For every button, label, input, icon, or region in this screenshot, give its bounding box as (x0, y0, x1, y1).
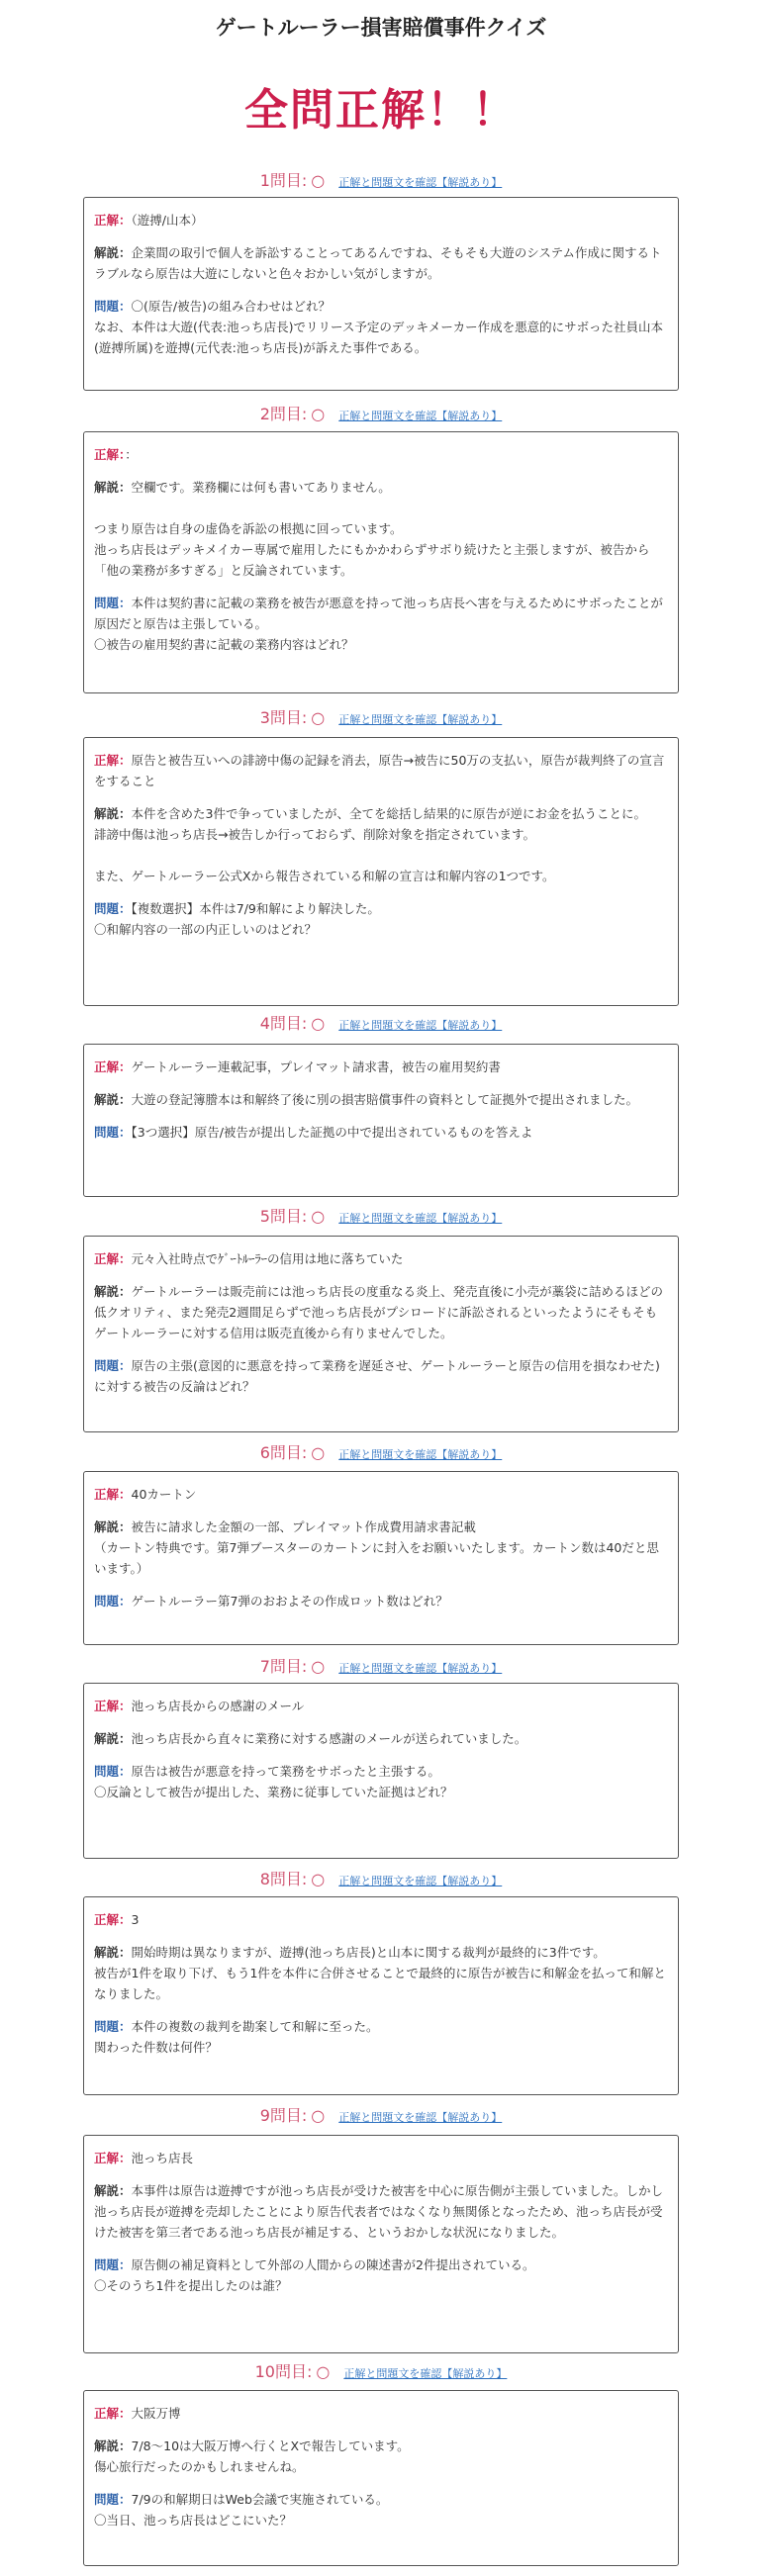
review-link[interactable]: 正解と問題文を確認【解説あり】 (338, 410, 503, 422)
review-link[interactable]: 正解と問題文を確認【解説あり】 (338, 1662, 503, 1675)
question-row (94, 1761, 668, 1802)
question-label: 問題： (94, 901, 132, 916)
review-link[interactable]: 正解と問題文を確認【解説あり】 (338, 2111, 503, 2124)
correct-mark-icon: ○ (311, 1014, 326, 1033)
explanation-text: 空欄です。業務欄には何も書いてありません。 つまり原告は自身の虚偽を訴訟の根拠に回っています。 池っち店長はデッキメイカー専属で雇用したにもかかわらずサボり続けたと主張しますが、被告から「他の業務が多すぎる」と反論されています。 (94, 480, 650, 578)
explanation-row (94, 1728, 668, 1749)
answer-label: 正解： (94, 1059, 132, 1074)
question-text: 【複数選択】本件は7/9和解により解決した。 〇和解内容の一部の内正しいのはどれ？ (94, 901, 380, 937)
review-link[interactable]: 正解と問題文を確認【解説あり】 (338, 176, 503, 189)
question-card-3 (83, 737, 679, 1006)
explanation-label: 解説： (94, 806, 132, 821)
explanation-label: 解説： (94, 1945, 132, 1960)
review-link[interactable]: 正解と問題文を確認【解説あり】 (338, 713, 503, 726)
answer-row (94, 2148, 668, 2168)
correct-mark-icon: ○ (311, 405, 326, 423)
question-number: 8問目: (259, 1870, 308, 1888)
question-label: 問題： (94, 1125, 132, 1140)
explanation-text: 大遊の登記簿謄本は和解終了後に別の損害賠償事件の資料として証拠外で提出されました。 (131, 1092, 639, 1107)
question-number: 7問目: (259, 1657, 308, 1676)
question-row (94, 2016, 668, 2058)
explanation-row (94, 803, 668, 886)
explanation-label: 解説： (94, 1731, 132, 1746)
question-label: 問題： (94, 1358, 132, 1373)
answer-row (94, 1484, 668, 1505)
answer-label: 正解： (94, 1699, 132, 1713)
correct-mark-icon: ○ (311, 1657, 326, 1676)
explanation-label: 解説： (94, 1519, 132, 1534)
review-link[interactable]: 正解と問題文を確認【解説あり】 (338, 1212, 503, 1225)
correct-mark-icon: ○ (311, 1870, 326, 1888)
question-row (94, 1122, 668, 1143)
explanation-row (94, 1517, 668, 1579)
answer-row (94, 2403, 668, 2424)
question-label: 問題： (94, 1594, 132, 1609)
question-label: 問題： (94, 1764, 132, 1779)
answer-row (94, 750, 668, 791)
question-label: 問題： (94, 299, 132, 314)
question-card-6 (83, 1471, 679, 1645)
correct-mark-icon: ○ (311, 1443, 326, 1462)
explanation-row (94, 1942, 668, 2004)
question-label: 問題： (94, 2492, 132, 2507)
question-header-4 (0, 1011, 762, 1034)
answer-label: 正解： (94, 753, 132, 768)
question-number: 9問目: (259, 2106, 308, 2125)
answer-text: 原告と被告互いへの誹謗中傷の記録を消去，原告→被告に50万の支払い，原告が裁判終了の宣言をすること (94, 753, 665, 788)
question-text: 〇(原告/被告)の組み合わせはどれ？ なお、本件は大遊(代表:池っち店長)でリリース予定のデッキメーカー作成を悪意的にサボった社員山本(遊搏所属)を遊搏(元代表:池っち店長)が訴えた事件である。 (94, 299, 663, 355)
page-title: ゲートルーラー損害賠償事件クイズ (215, 16, 547, 40)
correct-mark-icon: ○ (311, 708, 326, 727)
review-link[interactable]: 正解と問題文を確認【解説あり】 (338, 1875, 503, 1887)
question-number: 3問目: (259, 708, 308, 727)
question-row (94, 2254, 668, 2296)
question-header-3 (0, 705, 762, 728)
question-number: 10問目: (254, 2362, 313, 2381)
answer-label: 正解： (94, 1912, 132, 1927)
result-banner: 全問正解！！ (244, 85, 518, 136)
explanation-text: ゲートルーラーは販売前には池っち店長の度重なる炎上、発売直後に小売が藁袋に詰めるほどの低クオリティ、また発売2週間足らずで池っち店長がプシロードに訴訟されるといったようにそもそもゲートルーラーに対する信用は販売直後から有りませんでした。 (94, 1284, 664, 1340)
review-link[interactable]: 正解と問題文を確認【解説あり】 (343, 2367, 508, 2380)
question-number: 1問目: (259, 171, 308, 190)
question-label: 問題： (94, 2019, 132, 2034)
explanation-label: 解説： (94, 245, 132, 260)
question-text: 原告の主張(意図的に悪意を持って業務を遅延させ、ゲートルーラーと原告の信用を損なわせた)に対する被告の反論はどれ？ (94, 1358, 660, 1394)
answer-text: 元々入社時点でｹﾞｰﾄﾙｰﾗｰの信用は地に落ちていた (131, 1251, 404, 1266)
question-text: 【3つ選択】原告/被告が提出した証拠の中で提出されているものを答えよ (131, 1125, 533, 1140)
question-header-6 (0, 1440, 762, 1463)
question-header-1 (0, 168, 762, 191)
question-row (94, 1591, 668, 1611)
explanation-text: 池っち店長から直々に業務に対する感謝のメールが送られていました。 (131, 1731, 527, 1746)
correct-mark-icon: ○ (311, 171, 326, 190)
question-row (94, 898, 668, 940)
explanation-label: 解説： (94, 1284, 132, 1299)
question-text: ゲートルーラー第7弾のおおよその作成ロット数はどれ？ (131, 1594, 448, 1609)
question-header-2 (0, 402, 762, 424)
question-text: 原告側の補足資料として外部の人間からの陳述書が2件提出されている。 〇そのうち1件を提出したのは誰？ (94, 2257, 535, 2293)
review-link[interactable]: 正解と問題文を確認【解説あり】 (338, 1448, 503, 1461)
question-text: 原告は被告が悪意を持って業務をサボったと主張する。 〇反論として被告が提出した、業務に従事していた証拠はどれ？ (94, 1764, 453, 1799)
explanation-label: 解説： (94, 2183, 132, 2198)
question-header-9 (0, 2103, 762, 2126)
explanation-text: 開始時期は異なりますが、遊搏(池っち店長)と山本に関する裁判が最終的に3件です。 被告が1件を取り下げ、もう1件を本件に合併させることで最終的に原告が被告に和解金を払って和解となりました。 (94, 1945, 666, 2001)
question-card-7 (83, 1683, 679, 1859)
question-text: 7/9の和解期日はWeb会議で実施されている。 〇当日、池っち店長はどこにいた？ (94, 2492, 389, 2528)
question-card-9 (83, 2135, 679, 2353)
explanation-text: 7/8〜10は大阪万博へ行くとXで報告しています。 傷心旅行だったのかもしれませんね。 (94, 2438, 410, 2474)
question-header-5 (0, 1204, 762, 1227)
question-card-2 (83, 431, 679, 693)
answer-row (94, 1909, 668, 1930)
question-row (94, 2489, 668, 2530)
question-header-7 (0, 1654, 762, 1677)
answer-text: 3 (131, 1912, 140, 1927)
explanation-row (94, 477, 668, 581)
answer-label: 正解： (94, 447, 126, 462)
answer-row (94, 1696, 668, 1716)
question-row (94, 1355, 668, 1397)
explanation-label: 解説： (94, 2438, 132, 2453)
explanation-text: 本件を含めた3件で争っていましたが、全てを総括し結果的に原告が逆にお金を払うことに。 誹謗中傷は池っち店長→被告しか行っておらず、削除対象を指定されています。 また、ゲートルーラー公式Xから報告されている和解の宣言は和解内容の1つです。 (94, 806, 646, 883)
question-label: 問題： (94, 596, 132, 610)
answer-label: 正解： (94, 2406, 132, 2421)
explanation-text: 被告に請求した金額の一部、プレイマット作成費用請求書記載 （カートン特典です。第7弾ブースターのカートンに封入をお願いいたします。カートン数は40だと思います。） (94, 1519, 659, 1576)
question-card-4 (83, 1044, 679, 1197)
answer-text: ゲートルーラー連載記事，プレイマット請求書，被告の雇用契約書 (131, 1059, 501, 1074)
answer-label: 正解： (94, 2151, 132, 2165)
correct-mark-icon: ○ (311, 1207, 326, 1226)
explanation-row (94, 1089, 668, 1110)
answer-text: 40カートン (131, 1487, 197, 1502)
question-text: 本件は契約書に記載の業務を被告が悪意を持って池っち店長へ害を与えるためにサボったことが原因だと原告は主張している。 〇被告の雇用契約書に記載の業務内容はどれ？ (94, 596, 663, 652)
explanation-row (94, 1281, 668, 1343)
answer-label: 正解： (94, 1251, 132, 1266)
answer-row (94, 1057, 668, 1077)
question-row (94, 296, 668, 358)
explanation-row (94, 2180, 668, 2243)
question-number: 4問目: (259, 1014, 308, 1033)
answer-text: ： (125, 447, 138, 462)
answer-text: 池っち店長 (131, 2151, 194, 2165)
answer-row (94, 444, 668, 465)
explanation-row (94, 242, 668, 284)
question-card-1 (83, 197, 679, 391)
explanation-row (94, 2436, 668, 2477)
question-number: 6問目: (259, 1443, 308, 1462)
explanation-label: 解説： (94, 1092, 132, 1107)
answer-label: 正解： (94, 213, 132, 228)
correct-mark-icon: ○ (311, 2106, 326, 2125)
question-number: 5問目: (259, 1207, 308, 1226)
question-card-8 (83, 1896, 679, 2095)
question-header-10 (0, 2359, 762, 2382)
review-link[interactable]: 正解と問題文を確認【解説あり】 (338, 1019, 503, 1032)
explanation-text: 企業間の取引で個人を訴訟することってあるんですね、そもそも大遊のシステム作成に関するトラブルなら原告は大遊にしないと色々おかしい気がしますが。 (94, 245, 662, 281)
correct-mark-icon: ○ (316, 2362, 331, 2381)
answer-row (94, 1248, 668, 1269)
question-label: 問題： (94, 2257, 132, 2272)
question-header-8 (0, 1867, 762, 1889)
question-number: 2問目: (259, 405, 308, 423)
question-text: 本件の複数の裁判を勘案して和解に至った。 関わった件数は何件？ (94, 2019, 379, 2055)
explanation-label: 解説： (94, 480, 132, 495)
answer-row (94, 210, 668, 230)
question-card-5 (83, 1236, 679, 1432)
question-card-10 (83, 2390, 679, 2566)
answer-text: 池っち店長からの感謝のメール (131, 1699, 305, 1713)
question-row (94, 593, 668, 655)
explanation-text: 本事件は原告は遊搏ですが池っち店長が受けた被害を中心に原告側が主張していました。しかし池っち店長が遊搏を売却したことにより原告代表者ではなくなり無関係となったため、池っち店長が受けた被害を第三者である池っち店長が補足する、というおかしな状況になりました。 (94, 2183, 664, 2240)
answer-text: （遊搏/山本） (131, 213, 204, 228)
answer-label: 正解： (94, 1487, 132, 1502)
answer-text: 大阪万博 (131, 2406, 181, 2421)
